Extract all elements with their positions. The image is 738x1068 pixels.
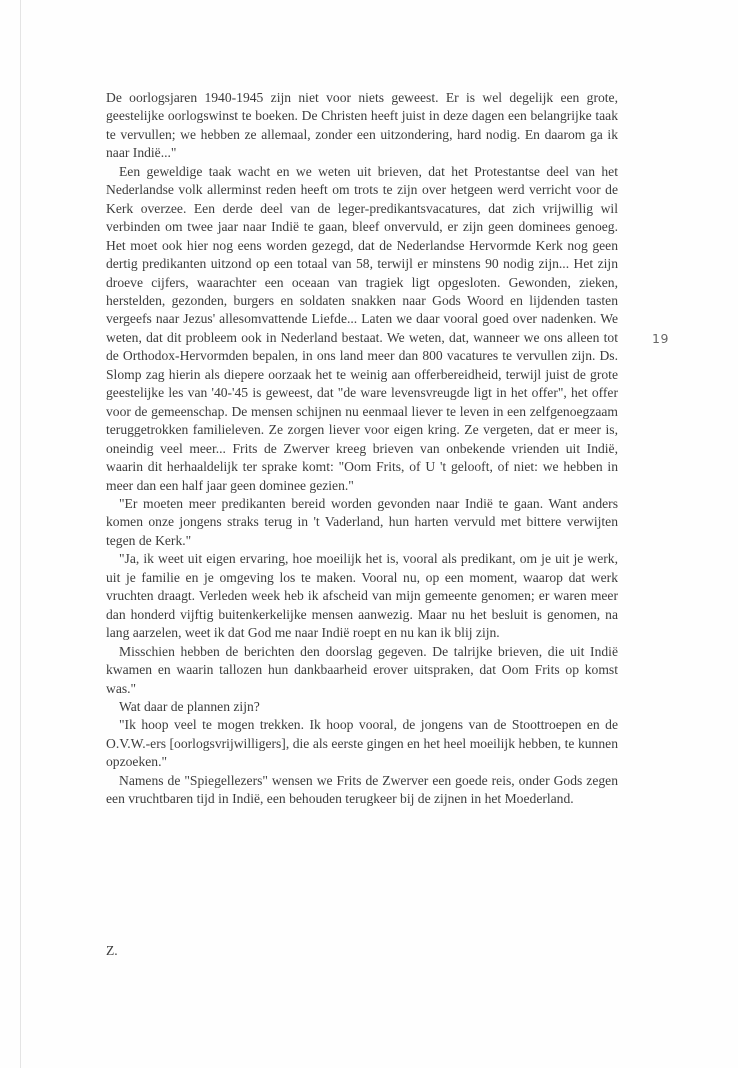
paragraph: "Er moeten meer predikanten bereid worden gevonden naar Indië te gaan. Want anders komen onze jongens straks terug in 't Vaderland, hun harten vervuld met bittere verwijten tegen de Kerk.": [106, 495, 618, 548]
page-number: 19: [652, 331, 669, 346]
author-signature: Z.: [106, 943, 118, 958]
paragraph: Wat daar de plannen zijn?: [119, 698, 260, 714]
binding-edge-line: [20, 0, 21, 1068]
paragraph: Misschien hebben de berichten den doorslag gegeven. De talrijke brieven, die uit Indië kwamen en waarin tallozen hun dankbaarheid erover uitspraken, dat Oom Frits op komst was.": [106, 643, 618, 696]
paragraph: "Ja, ik weet uit eigen ervaring, hoe moeilijk het is, vooral als predikant, om je uit je werk, uit je familie en je omgeving los te maken. Vooral nu, op een moment, waarop dat werk vruchten draagt. Verleden week heb ik afscheid van mijn gemeente genomen; er waren meer dan honderd vijftig buitenkerkelijke mensen aanwezig. Maar nu het besluit is genomen, na lang aarzelen, weet ik dat God me naar Indië roept en nu kan ik blij zijn.: [106, 551, 618, 641]
paragraph: Een geweldige taak wacht en we weten uit brieven, dat het Protestantse deel van het Nederlandse volk allerminst reden heeft om trots te zijn over hetgeen werd verricht voor de Kerk overzee. Een derde deel van de leger-predikantsvacatures, dat zich vrijwillig wil verbinden om twee jaar naar Indië te gaan, bleef onvervuld, er zijn geen dominees genoeg. Het moet ook hier nog eens worden gezegd, dat de Nederlandse Hervormde Kerk nog geen dertig predikanten uitzond op een totaal van 58, terwijl er minstens 90 nodig zijn... Het zijn droeve cijfers, waarachter een oceaan van tragiek ligt opgesloten. Gewonden, zieken, herstelden, gezonden, burgers en soldaten snakken naar Gods Woord en lijdenden tasten vergeefs naar Jezus' allesomvattende Liefde... Laten we daar vooral goed over nadenken. We weten, dat dit probleem ook in Nederland bestaat. We weten, dat, wanneer we ons alleen tot de Orthodox-Hervormden bepalen, in ons land meer dan 800 vacatures te vervullen zijn. Ds. Slomp zag hierin als diepere oorzaak het te weinig aan offerbereidheid, terwijl juist de grote geestelijke les van '40-'45 is geweest, dat "de ware levensvreugde ligt in het offer", het offer voor de gemeenschap. De mensen schijnen nu eenmaal liever te leven in een zelfgenoegzaam teruggetrokken familieleven. Ze zorgen liever voor eigen kring. Ze vergeten, dat er meer is, oneindig veel meer... Frits de Zwerver kreeg brieven van onbekende vrienden uit Indië, waarin dit herhaaldelijk ter sprake komt: "Oom Frits, of U 't gelooft, of niet: we hebben in meer dan een half jaar geen dominee gezien.": [106, 163, 618, 493]
paragraph: "Ik hoop veel te mogen trekken. Ik hoop vooral, de jongens van de Stoottroepen en de O.V.W.-ers [oorlogsvrijwilligers], die als eerste gingen en het heel moeilijk hebben, te kunnen opzoeken.": [106, 717, 618, 770]
paragraph: Namens de "Spiegellezers" wensen we Frits de Zwerver een goede reis, onder Gods zegen een vruchtbaren tijd in Indië, een behouden terugkeer bij de zijnen in het Moederland.: [106, 772, 618, 807]
article-body: [106, 89, 618, 809]
paragraph: De oorlogsjaren 1940-1945 zijn niet voor niets geweest. Er is wel degelijk een grote, geestelijke oorlogswinst te boeken. De Christen heeft juist in deze dagen een belangrijke taak te vervullen; we hebben ze allemaal, zonder een uitzondering, hard nodig. En daarom ga ik naar Indië...": [106, 90, 618, 161]
